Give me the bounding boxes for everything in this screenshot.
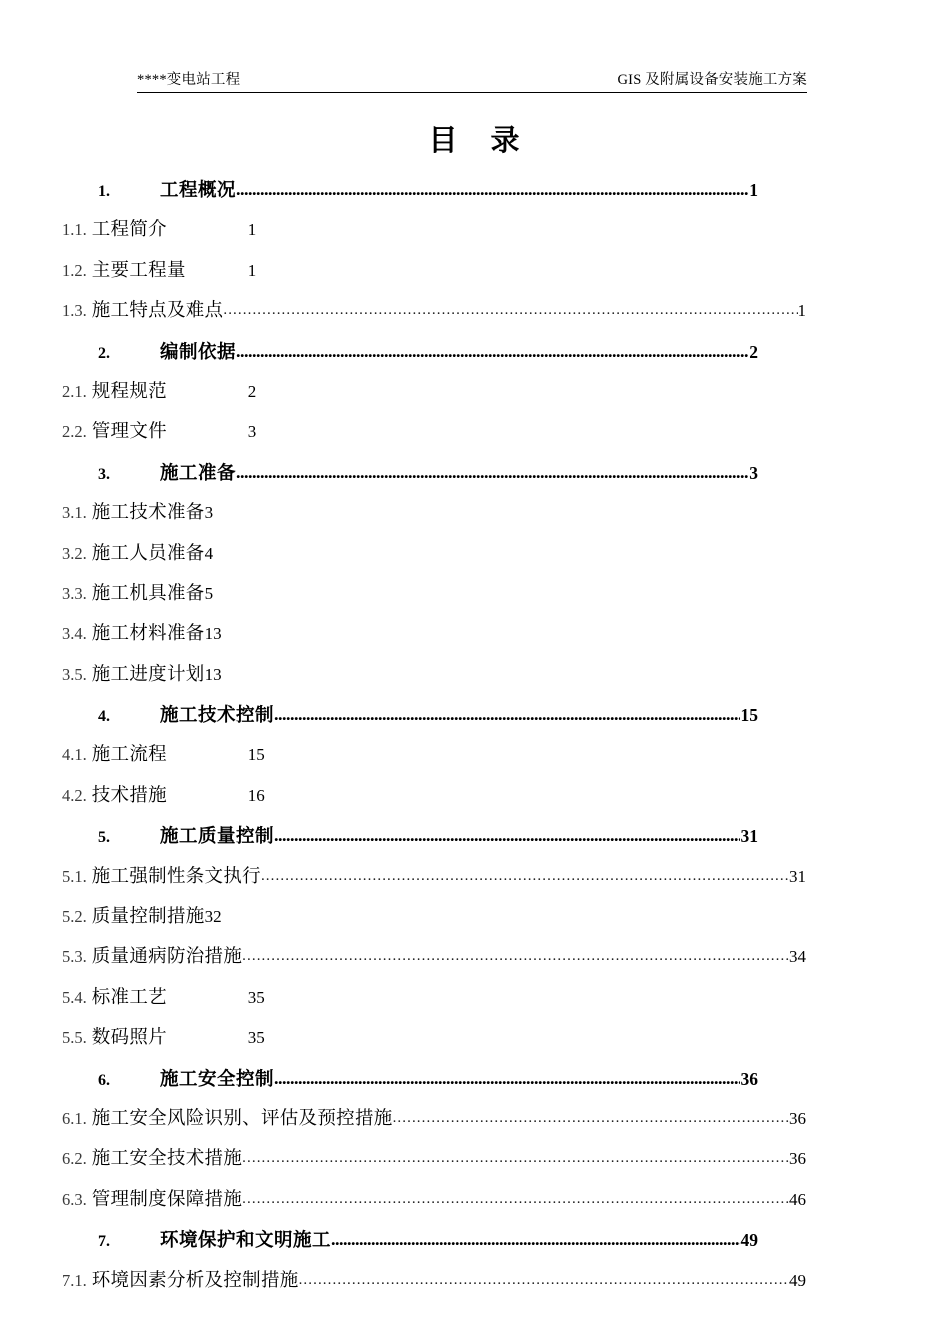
toc-entry-title: 管理制度保障措施 (91, 1189, 243, 1210)
toc-entry-title-wrap (92, 412, 248, 452)
toc-entry-page-number: 35 (247, 987, 265, 1007)
toc-entry-number: 7.1. (62, 1270, 87, 1290)
toc-entry-page-number: 13 (204, 664, 222, 684)
toc-entry-number: 6.1. (62, 1108, 87, 1128)
toc-entry-number: 5.5. (62, 1028, 87, 1048)
toc-entry[interactable] (0, 857, 950, 897)
toc-entry-page-number: 1 (749, 180, 758, 200)
toc-entry-number: 1.2. (62, 260, 87, 280)
toc-dot-leader (236, 170, 748, 209)
toc-entry-title-wrap (92, 210, 248, 250)
toc-entry[interactable] (0, 1059, 950, 1099)
toc-dot-leader (223, 291, 797, 330)
toc-entry-page-number: 15 (740, 705, 758, 726)
toc-dot-leader (299, 1261, 789, 1300)
toc-entry-page-number: 16 (247, 785, 265, 805)
toc-entry[interactable] (0, 574, 950, 614)
toc-entry-page-number: 35 (247, 1028, 265, 1048)
toc-entry[interactable] (0, 210, 950, 250)
toc-entry-number: 6. (98, 1071, 110, 1089)
toc-entry-page-number: 1 (247, 220, 257, 240)
toc-entry-title-wrap (92, 735, 248, 775)
toc-entry-title: 管理文件 (91, 422, 167, 443)
toc-entry-title: 施工技术控制 (160, 706, 275, 727)
toc-entry-title: 施工安全技术措施 (91, 1149, 243, 1170)
toc-entry[interactable] (0, 1220, 950, 1260)
toc-entry-number: 4. (98, 708, 110, 726)
toc-entry-title-wrap (92, 1018, 248, 1058)
toc-entry-title: 标准工艺 (91, 987, 167, 1008)
toc-entry-page-number: 31 (740, 826, 758, 847)
toc-entry-number: 1.3. (62, 301, 87, 321)
toc-entry-page-number: 3 (247, 422, 257, 442)
toc-entry-number: 7. (98, 1233, 110, 1251)
toc-entry-number: 5.2. (62, 907, 87, 927)
toc-entry[interactable] (0, 332, 950, 372)
toc-entry-number: 1. (98, 183, 110, 200)
toc-entry-page-number: 36 (789, 1108, 806, 1128)
toc-entry-page-number: 46 (789, 1189, 806, 1209)
toc-entry[interactable] (0, 534, 950, 574)
toc-entry[interactable] (0, 412, 950, 452)
toc-entry[interactable] (0, 614, 950, 654)
toc-entry-number: 3. (98, 465, 110, 483)
toc-entry-number: 3.3. (62, 583, 87, 603)
toc-entry[interactable] (0, 735, 950, 775)
toc-entry-page-number: 5 (204, 583, 214, 603)
toc-entry-number: 4.1. (62, 745, 87, 765)
toc-entry-title: 施工特点及难点 (91, 301, 224, 322)
toc-entry[interactable] (0, 897, 950, 937)
toc-entry-title: 环境因素分析及控制措施 (91, 1270, 299, 1291)
toc-entry-page-number: 49 (740, 1230, 758, 1251)
toc-entry-number: 5.3. (62, 947, 87, 967)
toc-entry-number: 3.4. (62, 624, 87, 644)
toc-entry-title: 施工技术准备 (91, 503, 205, 524)
toc-entry[interactable] (0, 937, 950, 977)
toc-entry[interactable] (0, 170, 950, 210)
toc-entry-page-number: 15 (247, 745, 265, 765)
toc-entry-title-wrap (92, 776, 248, 816)
toc-entry-page-number: 2 (749, 341, 758, 362)
toc-entry-page-number: 36 (740, 1068, 758, 1089)
toc-entry-page-number: 4 (204, 543, 214, 563)
toc-entry-title: 环境保护和文明施工 (160, 1231, 332, 1252)
toc-dot-leader (274, 816, 739, 855)
toc-entry[interactable] (0, 655, 950, 695)
toc-entry[interactable] (0, 1018, 950, 1058)
toc-entry[interactable] (0, 776, 950, 816)
toc-entry-number: 5. (98, 829, 110, 847)
toc-dot-leader (331, 1220, 739, 1259)
toc-entry[interactable] (0, 1261, 950, 1301)
toc-entry-number: 3.1. (62, 503, 87, 523)
toc-dot-leader (242, 1139, 789, 1178)
toc-entry-title-wrap (92, 978, 248, 1018)
toc-entry-number: 1.1. (62, 220, 87, 240)
toc-entry-title: 施工强制性条文执行 (91, 866, 261, 887)
table-of-contents (0, 170, 950, 1301)
toc-dot-leader (236, 453, 748, 492)
toc-entry-title: 施工人员准备 (91, 543, 205, 564)
toc-entry-page-number: 13 (204, 624, 222, 644)
toc-entry-title: 施工进度计划 (91, 664, 205, 685)
toc-entry-page-number: 2 (247, 381, 257, 401)
toc-entry-page-number: 1 (247, 260, 257, 280)
toc-entry-title: 工程概况 (160, 181, 237, 201)
toc-entry-page-number: 36 (789, 1149, 806, 1169)
toc-entry[interactable] (0, 816, 950, 856)
toc-entry-title: 主要工程量 (91, 260, 186, 281)
toc-entry[interactable] (0, 695, 950, 735)
toc-entry-title: 数码照片 (91, 1028, 167, 1049)
toc-entry-page-number: 1 (797, 301, 806, 321)
toc-entry-number: 2.1. (62, 381, 87, 401)
toc-entry-number: 6.2. (62, 1149, 87, 1169)
toc-entry-title: 施工机具准备 (91, 583, 205, 604)
toc-entry-number: 3.2. (62, 543, 87, 563)
toc-entry-page-number: 31 (789, 866, 806, 886)
toc-entry-number: 5.4. (62, 987, 87, 1007)
toc-entry-title: 施工安全风险识别、评估及预控措施 (91, 1108, 393, 1129)
toc-entry-title: 施工流程 (91, 745, 167, 766)
toc-entry[interactable] (0, 453, 950, 493)
toc-entry-number: 6.3. (62, 1189, 87, 1209)
toc-entry[interactable] (0, 1180, 950, 1220)
toc-entry-page-number: 32 (204, 907, 222, 927)
toc-dot-leader (261, 857, 789, 896)
toc-entry-title-wrap (92, 251, 248, 291)
header-left-text: ****变电站工程 (137, 72, 241, 88)
page-title: 目 录 (428, 125, 522, 157)
toc-entry[interactable] (0, 1139, 950, 1179)
toc-entry-page-number: 3 (204, 503, 214, 523)
toc-entry-title: 施工质量控制 (160, 827, 275, 848)
header-right-text: GIS 及附属设备安装施工方案 (617, 72, 807, 88)
toc-entry[interactable] (0, 291, 950, 331)
toc-entry-page-number: 34 (789, 947, 806, 967)
toc-entry-number: 2.2. (62, 422, 87, 442)
toc-entry[interactable] (0, 251, 950, 291)
toc-entry-title: 规程规范 (91, 381, 167, 402)
toc-entry-title: 技术措施 (91, 785, 167, 806)
toc-dot-leader (242, 1180, 789, 1219)
toc-dot-leader (274, 695, 739, 734)
toc-dot-leader (393, 1099, 789, 1138)
toc-entry-title: 工程简介 (91, 220, 167, 241)
toc-entry-title: 质量通病防治措施 (91, 947, 243, 968)
toc-entry-title-wrap (92, 372, 248, 412)
toc-entry[interactable] (0, 978, 950, 1018)
toc-entry-title: 施工安全控制 (160, 1069, 275, 1090)
toc-entry-title: 质量控制措施 (91, 907, 205, 928)
toc-dot-leader (242, 937, 789, 976)
toc-entry[interactable] (0, 493, 950, 533)
toc-dot-leader (236, 332, 748, 371)
toc-entry-title: 编制依据 (160, 342, 237, 363)
toc-entry-title: 施工材料准备 (91, 624, 205, 645)
toc-dot-leader (274, 1059, 739, 1098)
toc-entry-number: 5.1. (62, 866, 87, 886)
toc-entry[interactable] (0, 372, 950, 412)
toc-entry-number: 2. (98, 344, 110, 362)
toc-entry-number: 4.2. (62, 785, 87, 805)
toc-entry-page-number: 49 (789, 1270, 806, 1290)
page-header (137, 68, 807, 93)
toc-entry-page-number: 3 (749, 462, 758, 483)
toc-entry[interactable] (0, 1099, 950, 1139)
toc-entry-number: 3.5. (62, 664, 87, 684)
toc-entry-title: 施工准备 (160, 463, 237, 484)
